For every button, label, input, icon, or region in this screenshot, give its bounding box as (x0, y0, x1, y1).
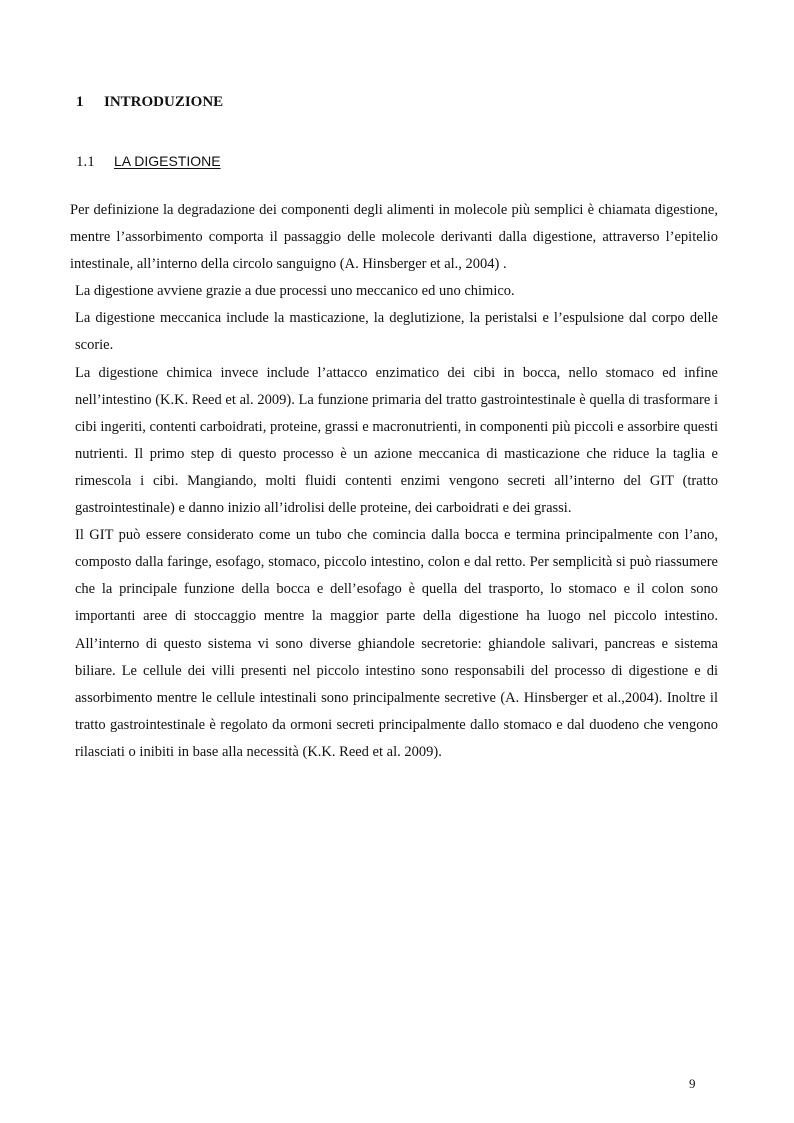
body-text (0, 197, 794, 766)
section-number: 1.1 (76, 154, 95, 170)
paragraph-mechanical-digestion: La digestione meccanica include la masticazione, la deglutizione, la peristalsi e l’espulsione dal corpo delle scorie. (75, 310, 718, 354)
paragraph-definition: Per definizione la degradazione dei componenti degli alimenti in molecole più semplici è chiamata digestione, mentre l’assorbimento comporta il passaggio delle molecole derivanti dalla digestione, attraverso l’epitelio intestinale, all’interno della circolo sanguigno (A. Hinsberger et al., 2004) . (70, 202, 718, 273)
paragraph-chemical-digestion: La digestione chimica invece include l’attacco enzimatico dei cibi in bocca, nello stomaco ed infine nell’intestino (K.K. Reed et al. 2009). La funzione primaria del tratto gastrointestinale è quella di trasformare i cibi ingeriti, contenti carboidrati, proteine, grassi e macronutrienti, in componenti più piccoli e assorbire questi nutrienti. Il primo step di questo processo è un azione meccanica di masticazione che riduce la taglia e rimescola i cibi. Mangiando, molti fluidi contenti enzimi vengono secreti all’interno del GIT (tratto gastrointestinale) e danno inizio all’idrolisi delle proteine, dei carboidrati e dei grassi. (75, 364, 718, 517)
chapter-title: INTRODUZIONE (104, 94, 224, 110)
paragraph-processes: La digestione avviene grazie a due processi uno meccanico ed uno chimico. (75, 283, 515, 300)
chapter-number: 1 (76, 94, 84, 110)
page-number: 9 (689, 1076, 696, 1091)
section-title: LA DIGESTIONE (114, 153, 221, 169)
chapter-heading (76, 94, 223, 111)
paragraph-git-description: Il GIT può essere considerato come un tubo che comincia dalla bocca e termina principalmente con l’ano, composto dalla faringe, esofago, stomaco, piccolo intestino, colon e dal retto. Per semplicità si può riassumere che la principale funzione della bocca e dell’esofago è quella del trasporto, lo stomaco e il colon sono importanti aree di stoccaggio mentre la maggior parte della digestione ha luogo nel piccolo intestino. All’interno di questo sistema vi sono diverse ghiandole secretorie: ghiandole salivari, pancreas e sistema biliare. Le cellule dei villi presenti nel piccolo intestino sono responsabili del processo di digestione e di assorbimento mentre le cellule intestinali sono principalmente secretive (A. Hinsberger et al.,2004). Inoltre il tratto gastrointestinale è regolato da ormoni secreti principalmente dallo stomaco e dal duodeno che vengono rilasciati o inibiti in base alla necessità (K.K. Reed et al. 2009). (75, 527, 718, 760)
section-heading (76, 153, 221, 171)
